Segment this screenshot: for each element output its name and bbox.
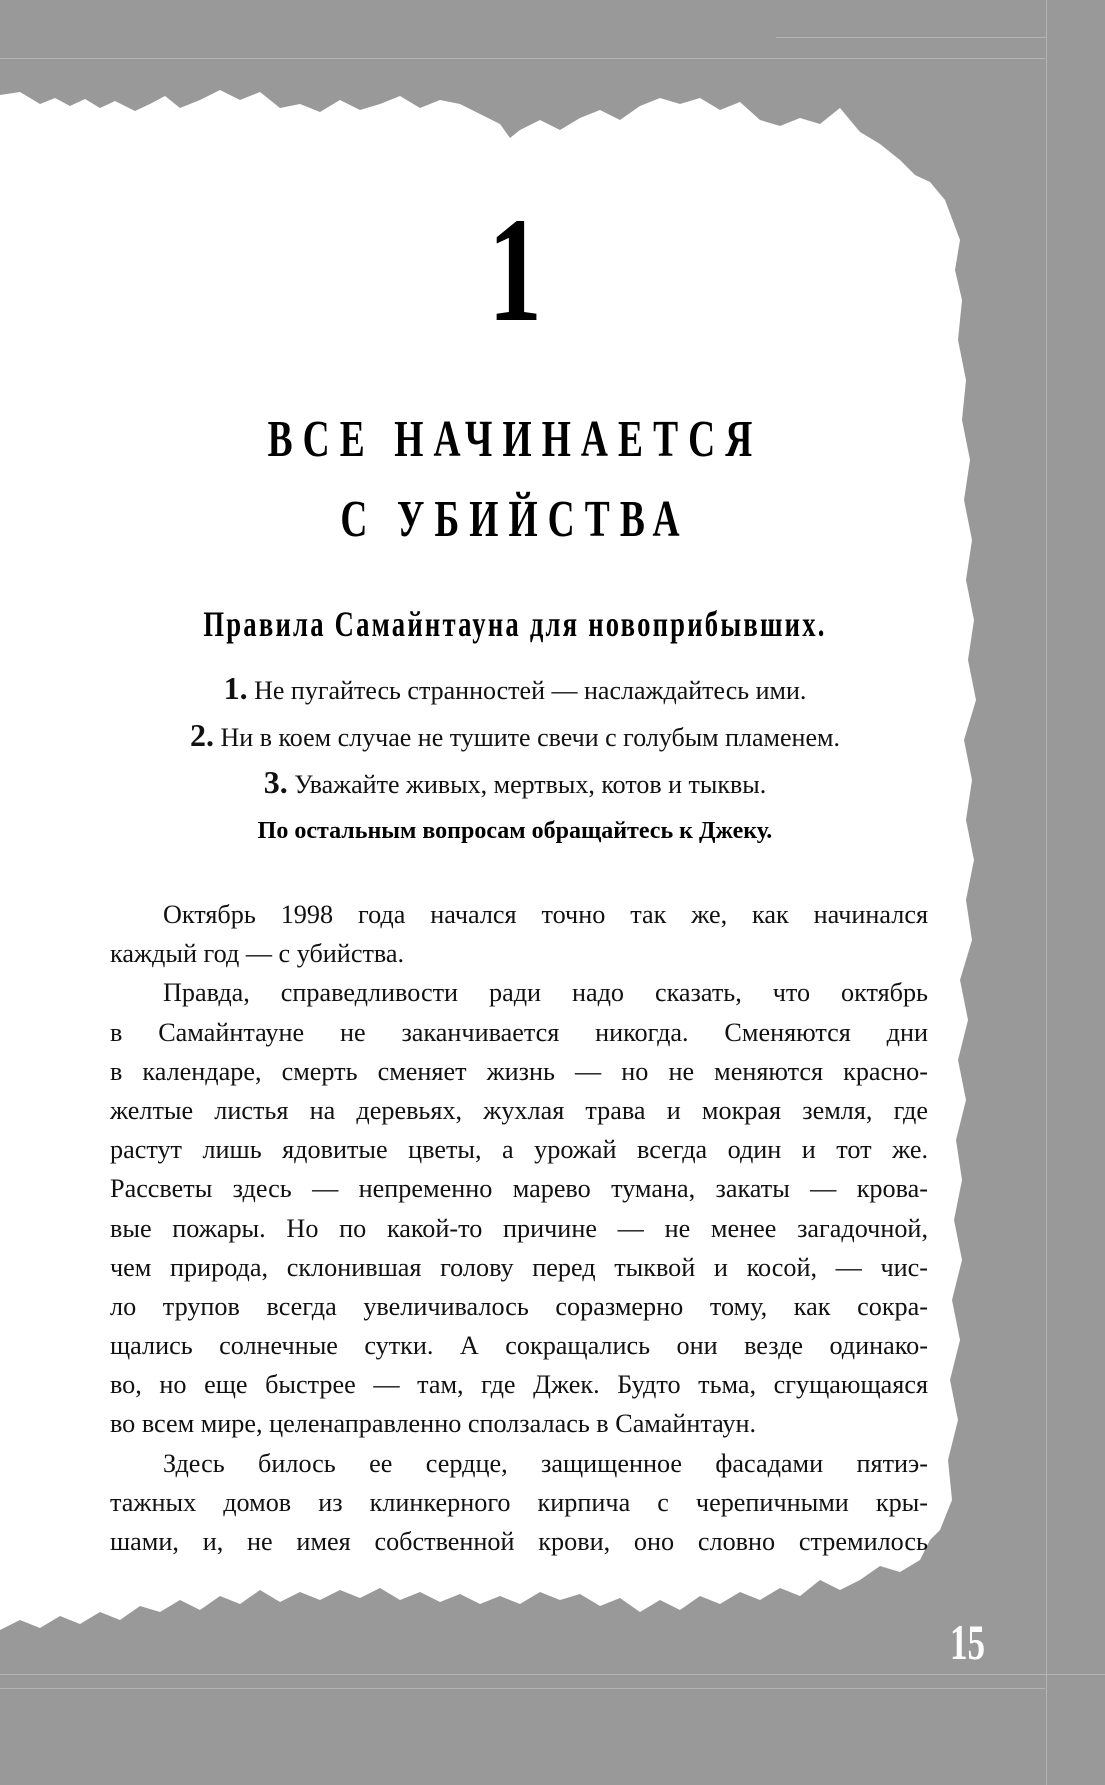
body-line: чем природа, склонившая голову перед тыквой и косой, — чис- bbox=[110, 1252, 928, 1282]
rule-item-2 bbox=[0, 719, 1030, 754]
rules-heading: Правила Самайнтауна для новоприбывших. bbox=[203, 604, 827, 644]
rule-item-3 bbox=[0, 766, 1030, 801]
body-line: во, но еще быстрее — там, где Джек. Будто тьма, сгущающаяся bbox=[110, 1370, 928, 1400]
rule-number: 2. bbox=[190, 717, 215, 753]
rule-number: 1. bbox=[223, 670, 248, 706]
body-line: растут лишь ядовитые цветы, а урожай всегда один и тот же. bbox=[110, 1135, 928, 1165]
chapter-number: 1 bbox=[488, 187, 542, 353]
rule-text: Ни в коем случае не тушите свечи с голубым пламенем. bbox=[220, 723, 840, 752]
body-line: в Самайнтауне не заканчивается никогда. Сменяются дни bbox=[110, 1017, 928, 1047]
rule-text: Уважайте живых, мертвых, котов и тыквы. bbox=[294, 770, 767, 799]
body-line: ло трупов всегда увеличивалось соразмерно тому, как сокра- bbox=[110, 1291, 928, 1321]
rule-number: 3. bbox=[263, 764, 288, 800]
body-line: шами, и, не имея собственной крови, оно словно стремилось bbox=[110, 1527, 928, 1556]
body-line: Октябрь 1998 года начался точно так же, как начинался bbox=[163, 900, 928, 929]
body-text bbox=[110, 895, 928, 1561]
body-line: вые пожары. Но по какой-то причине — не менее загадочной, bbox=[110, 1213, 928, 1243]
body-line: Рассветы здесь — непременно марево тумана, закаты — крова- bbox=[110, 1174, 928, 1204]
body-line: каждый год — с убийства. bbox=[110, 939, 405, 969]
body-line: желтые листья на деревьях, жухлая трава и мокрая земля, где bbox=[110, 1095, 928, 1125]
chapter-title-line-1: ВСЕ НАЧИНАЕТСЯ bbox=[267, 411, 763, 468]
chapter-title-line-2: С УБИЙСТВА bbox=[340, 491, 690, 548]
body-line: Здесь билось ее сердце, защищенное фасадами пятиэ- bbox=[163, 1448, 928, 1478]
body-line: щались солнечные сутки. А сокращались они везде одинако- bbox=[110, 1331, 928, 1361]
rules-footer: По остальным вопросам обращайтесь к Джеку. bbox=[257, 818, 773, 844]
rule-item-1 bbox=[0, 672, 1030, 707]
body-line: Правда, справедливости ради надо сказать, что октябрь bbox=[163, 978, 928, 1008]
body-line: в календаре, смерть сменяет жизнь — но не меняются красно- bbox=[110, 1056, 928, 1086]
body-line: тажных домов из клинкерного кирпича с черепичными кры- bbox=[110, 1487, 928, 1517]
body-line: во всем мире, целенаправленно сползалась в Самайнтаун. bbox=[110, 1409, 757, 1439]
rule-text: Не пугайтесь странностей — наслаждайтесь ими. bbox=[254, 676, 807, 705]
page-number: 15 bbox=[950, 1614, 985, 1670]
